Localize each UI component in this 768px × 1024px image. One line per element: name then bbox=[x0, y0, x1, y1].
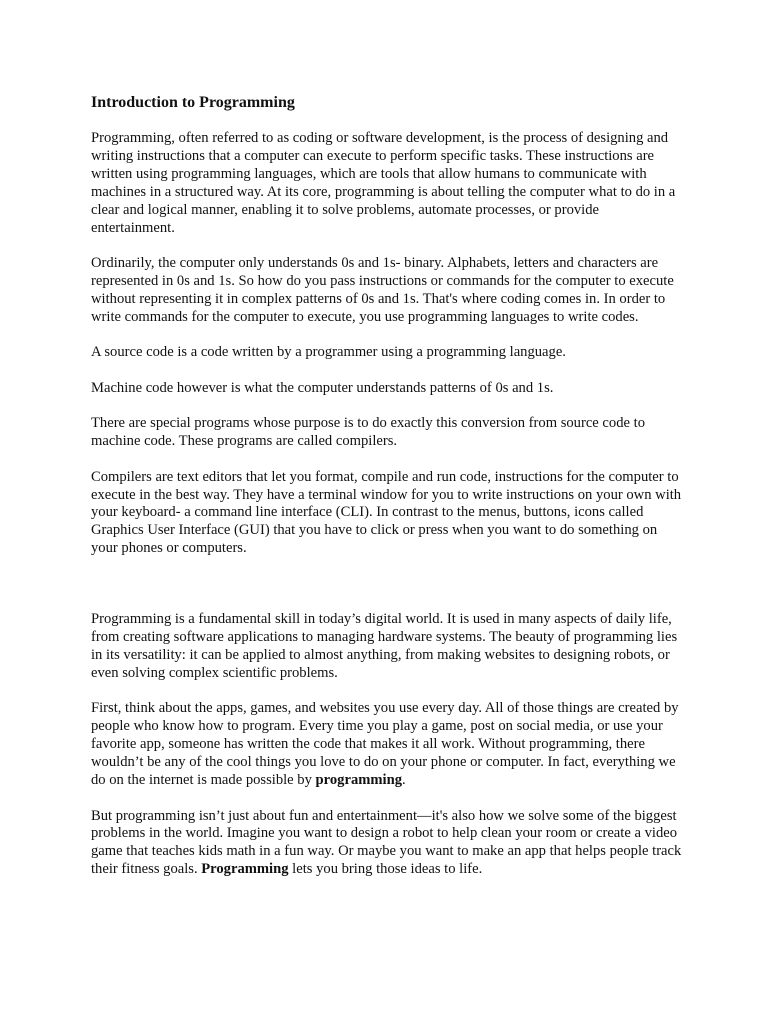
paragraph-apps-games-text: First, think about the apps, games, and websites you use every day. All of those things are created by people who know how to program. Every time you play a game, post on social media, or use your favorite app, someone has written the code that makes it all work. Without programming, there wouldn’t be any of the cool things you love to do on your phone or computer. In fact, everything we do on the internet is made possible by bbox=[91, 700, 679, 789]
bold-programming-word-capital: Programming bbox=[201, 861, 289, 878]
paragraph-fundamental-skill: Programming is a fundamental skill in today’s digital world. It is used in many aspects of daily life, from creating software applications to managing hardware systems. The beauty of programming lies in its versatility: it can be applied to almost anything, from making websites to designing robots, or even solving complex scientific problems. bbox=[91, 611, 678, 681]
bold-programming-word: programming bbox=[315, 772, 403, 789]
document-page bbox=[91, 92, 683, 897]
paragraph-machine-code: Machine code however is what the computer understands patterns of 0s and 1s. bbox=[91, 379, 554, 396]
paragraph-apps-games-end: . bbox=[402, 772, 406, 789]
paragraph-compilers-purpose: There are special programs whose purpose is to do exactly this conversion from source code to machine code. These programs are called compilers. bbox=[91, 415, 645, 450]
paragraph-problems bbox=[91, 808, 683, 880]
paragraph-compilers-description: Compilers are text editors that let you format, compile and run code, instructions for the computer to execute in the best way. They have a terminal window for you to write instructions on your own with your keyboard- a command line interface (CLI). In contrast to the menus, buttons, icons called Graphics User Interface (GUI) that you have to click or press when you want to do something on your phones or computers. bbox=[91, 468, 682, 557]
paragraph-problems-end: lets you bring those ideas to life. bbox=[288, 861, 483, 878]
paragraph-intro: Programming, often referred to as coding or software development, is the process of designing and writing instructions that a computer can execute to perform specific tasks. These instructions are written using programming languages, which are tools that allow humans to communicate with machines in a structured way. At its core, programming is about telling the computer what to do in a clear and logical manner, enabling it to solve problems, automate processes, or provide entertainment. bbox=[91, 130, 676, 236]
paragraph-apps-games bbox=[91, 700, 683, 790]
paragraph-source-code: A source code is a code written by a programmer using a programming language. bbox=[91, 344, 566, 361]
document-title: Introduction to Programming bbox=[91, 94, 295, 111]
paragraph-binary: Ordinarily, the computer only understands 0s and 1s- binary. Alphabets, letters and characters are represented in 0s and 1s. So how do you pass instructions or commands for the computer to execute without representing it in complex patterns of 0s and 1s. That's where coding comes in. In order to write commands for the computer to execute, you use programming languages to write codes. bbox=[91, 255, 674, 325]
paragraph-problems-text: But programming isn’t just about fun and entertainment—it's also how we solve some of the biggest problems in the world. Imagine you want to design a robot to help clean your room or create a video game that teaches kids math in a fun way. Or maybe you want to make an app that helps people track their fitness goals. bbox=[91, 807, 682, 878]
